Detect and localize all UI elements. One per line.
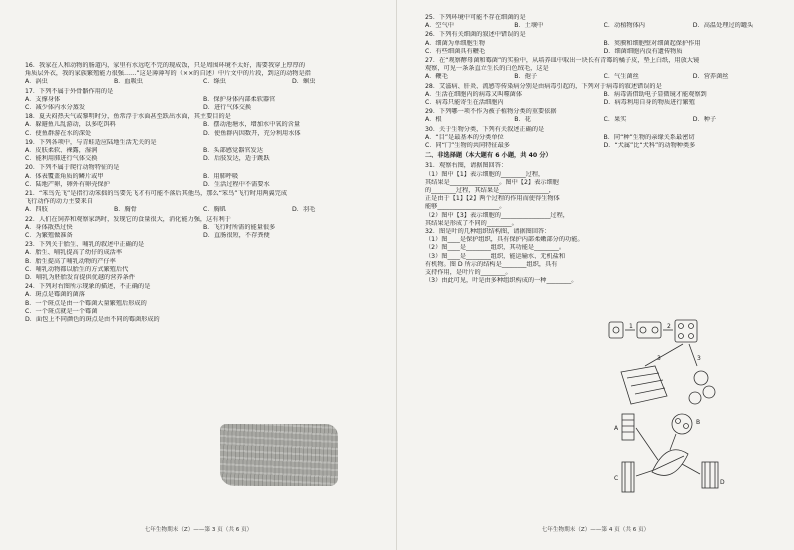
question-item bbox=[425, 31, 782, 56]
answer-option: B．孢子 bbox=[514, 73, 538, 81]
question-stem-continued: 角质层外衣，我的家族繁殖能力很强……”这是薄薄写的（××的自述）中片文中的片段，到这的动物是指 bbox=[25, 70, 311, 78]
answer-line: 其结果是形成了不同的________。 bbox=[425, 219, 518, 227]
pointer-line bbox=[682, 464, 700, 474]
answer-option: B．保护身体内部柔软器官 bbox=[203, 95, 276, 103]
answer-option: D．种子 bbox=[692, 116, 717, 124]
question-stem: 26．下列有关细菌的叙述中错误的是 bbox=[425, 31, 526, 39]
question-stem: 16．我家在人和动物的肠道内，家里有水远吃不完的现成饭，只是周围环境不太好，需要我穿上厚厚的 bbox=[25, 62, 306, 69]
vessel-lines bbox=[625, 462, 631, 492]
question-stem: 23．下列关于胎生、哺乳的叙述中正确的是 bbox=[25, 241, 145, 249]
answer-option: D．哺乳为胚胎发育提供优越的营养条件 bbox=[25, 274, 135, 282]
answer-line: 的________过程，其结果是________________， bbox=[425, 187, 555, 195]
vessel-column bbox=[622, 462, 634, 492]
answer-options bbox=[425, 40, 782, 56]
tissue-cell bbox=[703, 386, 715, 398]
question-stem: 25．下列环境中可能不存在细菌的是 bbox=[425, 14, 526, 21]
question-32 bbox=[425, 228, 782, 285]
cell-nucleus bbox=[652, 327, 658, 333]
answer-options bbox=[25, 173, 381, 189]
cell-nucleus bbox=[679, 324, 684, 329]
tissue-cluster bbox=[672, 414, 692, 434]
answer-option: C．哺乳动物都以胎生的方式繁殖后代 bbox=[25, 265, 129, 273]
pointer-line bbox=[636, 428, 658, 460]
tissue-cell bbox=[689, 392, 701, 404]
answer-option: D．生活过程中不需要水 bbox=[203, 180, 270, 188]
answer-option: C．胸肌 bbox=[203, 206, 226, 214]
figure-label: A bbox=[614, 425, 619, 432]
answer-line: 正是由于【1】【2】两个过程的作用而使得生物体 bbox=[425, 195, 560, 203]
pointer-line bbox=[670, 434, 676, 450]
answer-option: D．营养菌丝 bbox=[692, 73, 729, 81]
answer-option: A．躲避鱼儿乱游动，以多吃饵料 bbox=[25, 121, 116, 129]
answer-options bbox=[25, 147, 381, 163]
page-footer-right: 七年生物期末（Z）——第 4 页（共 6 页） bbox=[541, 526, 650, 533]
cell-nucleus bbox=[689, 334, 694, 339]
answer-options bbox=[425, 73, 782, 81]
question-item bbox=[25, 62, 381, 87]
cell-nucleus bbox=[640, 327, 646, 333]
question-stem: 18．夏天闷热天气或黎明时分，鱼常浮于水面甚至跃出水面，其主要目的是 bbox=[25, 113, 231, 121]
answer-option: A．鞭毛 bbox=[425, 73, 448, 81]
answer-option: A．涡虫 bbox=[25, 78, 48, 86]
cell-nucleus bbox=[679, 334, 684, 339]
question-item bbox=[25, 164, 381, 189]
tissue-cell bbox=[684, 424, 689, 429]
answer-option: B．飞行时所需的能量很多 bbox=[203, 223, 276, 231]
answer-options bbox=[25, 96, 381, 112]
answer-option: D．“犬属”比“犬科”的动物种类多 bbox=[603, 142, 696, 150]
answer-options bbox=[25, 224, 381, 240]
answer-option: A．体表覆盖角质的鳞片或甲 bbox=[25, 172, 104, 180]
question-stem: 29．下列哪一项不作为被子植物分类的重要依据 bbox=[425, 108, 557, 116]
answer-option: A．四肢 bbox=[25, 206, 48, 214]
question-stem: 22．人们在饲养和观察家鸽时，发现它的食量很大，消化能力强，这有利于 bbox=[25, 215, 231, 223]
answer-option: C．陆地产卵，卵外有卵壳保护 bbox=[25, 180, 110, 188]
question-item bbox=[25, 241, 381, 282]
answer-option: C．气生菌丝 bbox=[603, 73, 639, 81]
question-item bbox=[25, 139, 381, 164]
left-questions bbox=[25, 62, 381, 324]
answer-option: A．生活在细胞内的病毒又叫噬菌体 bbox=[425, 90, 523, 98]
answer-option: D．蛔虫 bbox=[292, 78, 316, 86]
tissue-cell bbox=[694, 371, 708, 385]
cell-nucleus bbox=[613, 327, 619, 333]
question-stem: 17．下列不属于外骨骼作用的是 bbox=[25, 87, 114, 95]
question-stem: 27．在“观察酵母菌和霉菌”的实验中，从培养皿中取出一块长有青霉的橘子皮，垫上白纸，用放大镜 bbox=[425, 57, 700, 65]
answer-options bbox=[425, 22, 782, 30]
cell-nucleus bbox=[689, 324, 694, 329]
answer-options bbox=[25, 291, 381, 324]
question-31-lines bbox=[425, 171, 782, 228]
answer-line: （2）图____是________组织，其功能是________。 bbox=[425, 244, 566, 252]
question-stem: 31．观察右图，请据图回答： bbox=[425, 162, 508, 170]
question-item bbox=[25, 190, 381, 215]
answer-option: D．羽毛 bbox=[292, 206, 316, 214]
answer-option: B．病毒需借助电子显微镜才能观察到 bbox=[603, 90, 707, 98]
answer-option: A．斑点是霉菌的菌落 bbox=[25, 291, 85, 299]
answer-options bbox=[425, 134, 782, 150]
answer-options bbox=[25, 249, 381, 282]
answer-line: （1）图中【1】表示细胞的________过程， bbox=[425, 170, 545, 178]
question-stem: 24．下列对右图所示现象的描述，不正确的是 bbox=[25, 283, 151, 291]
answer-option: C．减少体内水分蒸发 bbox=[25, 104, 86, 112]
answer-options bbox=[25, 206, 381, 214]
answer-option: A．空气中 bbox=[425, 22, 454, 30]
answer-option: B．血吸虫 bbox=[114, 78, 143, 86]
answer-option: D．使鱼群内因数开，充分利用水体 bbox=[203, 129, 301, 137]
answer-option: C．同“门”生物的共同特征最多 bbox=[425, 142, 510, 150]
answer-line: （3）图____是________组织，能运输水、无机盐和 bbox=[425, 252, 566, 260]
figure-label: C bbox=[614, 475, 619, 482]
answer-option: B．荚膜和细胞壁对细菌起保护作用 bbox=[603, 39, 701, 47]
answer-option: C．使鱼群游在水的深处 bbox=[25, 129, 92, 137]
question-32-lines bbox=[425, 236, 782, 285]
answer-option: D．进行气体交换 bbox=[203, 104, 252, 112]
answer-line: 有机物。图 D 所示的结构是________组织，具有 bbox=[425, 260, 558, 268]
answer-option: C．能利用肺进行气体交换 bbox=[25, 155, 98, 163]
answer-option: B．用肺呼吸 bbox=[203, 172, 239, 180]
question-item bbox=[25, 113, 381, 138]
answer-option: D．高温处理过的罐头 bbox=[692, 22, 754, 30]
arrow-line bbox=[645, 344, 683, 366]
answer-option: B．花 bbox=[514, 116, 531, 124]
leaf-tissue-figure bbox=[612, 410, 732, 498]
section-heading: 二、非选择题（本大题有 6 小题，共 40 分） bbox=[425, 152, 552, 160]
cell-shape bbox=[675, 320, 697, 342]
question-item bbox=[425, 57, 782, 82]
answer-option: B．同“种”生物的亲缘关系最密切 bbox=[603, 133, 695, 141]
answer-option: A．支撑身体 bbox=[25, 95, 61, 103]
arrow-line bbox=[689, 344, 697, 366]
question-stem: 32．图是叶的几种组织结构图，请据图回答： bbox=[425, 228, 551, 236]
answer-options bbox=[25, 78, 381, 86]
figure-label: B bbox=[696, 419, 701, 426]
answer-option: C．果实 bbox=[603, 116, 627, 124]
figure-label: D bbox=[720, 479, 725, 486]
cell-shape bbox=[609, 322, 623, 338]
question-item bbox=[425, 14, 782, 30]
answer-option: C．绦虫 bbox=[203, 78, 226, 86]
answer-options bbox=[25, 121, 381, 137]
answer-option: B．一个斑点是由一个霉菌大量繁殖后形成的 bbox=[25, 299, 147, 307]
answer-option: D．直肠很短，不存粪便 bbox=[203, 232, 270, 240]
page-footer-left: 七年生物期末（Z）——第 3 页（共 6 页） bbox=[144, 526, 253, 533]
cell-shape bbox=[637, 322, 661, 338]
figure-label: 1 bbox=[629, 323, 633, 330]
answer-options bbox=[425, 91, 782, 107]
question-item bbox=[425, 108, 782, 124]
question-stem: 28．艾滋病、肝炎、流感等传染病分别是由病毒引起的，下列对于病毒的叙述错误的是 bbox=[425, 82, 662, 90]
figure-label: 3 bbox=[697, 355, 701, 362]
tissue-column bbox=[622, 414, 634, 440]
answer-line: （2）图中【3】表示细胞的________________过程， bbox=[425, 211, 569, 219]
answer-option: C．病毒只能寄生在活细胞内 bbox=[425, 99, 504, 107]
answer-option: D．后肢发达，适于跳跃 bbox=[203, 155, 270, 163]
cell-division-figure bbox=[605, 318, 725, 410]
question-item bbox=[425, 126, 782, 151]
question-item bbox=[25, 88, 381, 113]
answer-option: D．细菌细胞内没有遗传物质 bbox=[603, 47, 683, 55]
question-item bbox=[25, 216, 381, 241]
figure-label: 2 bbox=[667, 323, 671, 330]
question-stem: 20．下列不属于爬行动物特征的是 bbox=[25, 164, 120, 172]
answer-option: C．动植物体内 bbox=[603, 22, 645, 30]
answer-option: B．胎生提高了哺乳动物的产仔率 bbox=[25, 257, 116, 265]
question-stem-continued: 飞行动作的动力主要来自 bbox=[25, 198, 94, 206]
question-stem-continued: 观察，可见一条条直立生长的白色绒毛，这是 bbox=[425, 65, 549, 73]
answer-option: B．摆动池塘水，增加水中氧的含量 bbox=[203, 121, 301, 129]
pointer-line bbox=[636, 470, 654, 476]
fiber-lines bbox=[705, 462, 715, 488]
answer-option: D．面包上不同颜色的斑点是由不同的霉菌形成的 bbox=[25, 316, 160, 324]
answer-line: （1）图____是保护组织，具有保护内部柔嫩部分的功能。 bbox=[425, 236, 584, 244]
answer-option: B．头部感觉器官发达 bbox=[203, 147, 263, 155]
answer-option: A．胎生、哺乳提高了幼仔的成活率 bbox=[25, 249, 123, 257]
question-31 bbox=[425, 162, 782, 228]
answer-option: A．皮肤柔软、裸露，湿润 bbox=[25, 147, 98, 155]
figure-label: 3 bbox=[657, 355, 661, 362]
question-stem: 21．“笨鸟先飞”是指行动笨拙的鸟要先飞才有可能不落后其他鸟，那么“笨鸟”飞行时用两翼完成 bbox=[25, 190, 288, 198]
question-stem: 19．下列各项中，与青蛙适应陆地生活无关的是 bbox=[25, 138, 157, 146]
answer-option: C．一个斑点就是一个霉菌 bbox=[25, 307, 98, 315]
answer-line: 能够____________________。 bbox=[425, 203, 506, 211]
answer-line: （3）由此可见，叶是由多种组织构成的一种________。 bbox=[425, 277, 578, 285]
answer-line: 其结果是________________。图中【2】表示细胞 bbox=[425, 178, 559, 186]
answer-option: C．有些细菌具有鞭毛 bbox=[425, 47, 486, 55]
answer-options bbox=[425, 116, 782, 124]
tissue-lines bbox=[622, 420, 634, 432]
question-stem: 30．关于生物分类，下列有关叙述正确的是 bbox=[425, 125, 545, 133]
page-4 bbox=[397, 0, 794, 550]
answer-option: A．“目”是最基本的分类单位 bbox=[425, 133, 504, 141]
answer-option: C．为繁殖做准备 bbox=[25, 232, 73, 240]
right-questions bbox=[425, 14, 782, 150]
tissue-cell bbox=[676, 419, 681, 424]
tissue-sheet bbox=[621, 366, 667, 404]
answer-option: B．胸骨 bbox=[114, 206, 137, 214]
moldy-bread-photo bbox=[220, 424, 338, 486]
answer-line: 支持作用，是叶片的________。 bbox=[425, 269, 512, 277]
answer-option: A．根 bbox=[425, 116, 442, 124]
answer-option: B．土壤中 bbox=[514, 22, 544, 30]
question-item bbox=[25, 283, 381, 324]
answer-option: A．细菌为单细胞生物 bbox=[425, 39, 485, 47]
question-item bbox=[425, 83, 782, 108]
answer-option: D．病毒利用自身的物质进行繁殖 bbox=[603, 99, 695, 107]
answer-option: A．身体散热过快 bbox=[25, 223, 73, 231]
